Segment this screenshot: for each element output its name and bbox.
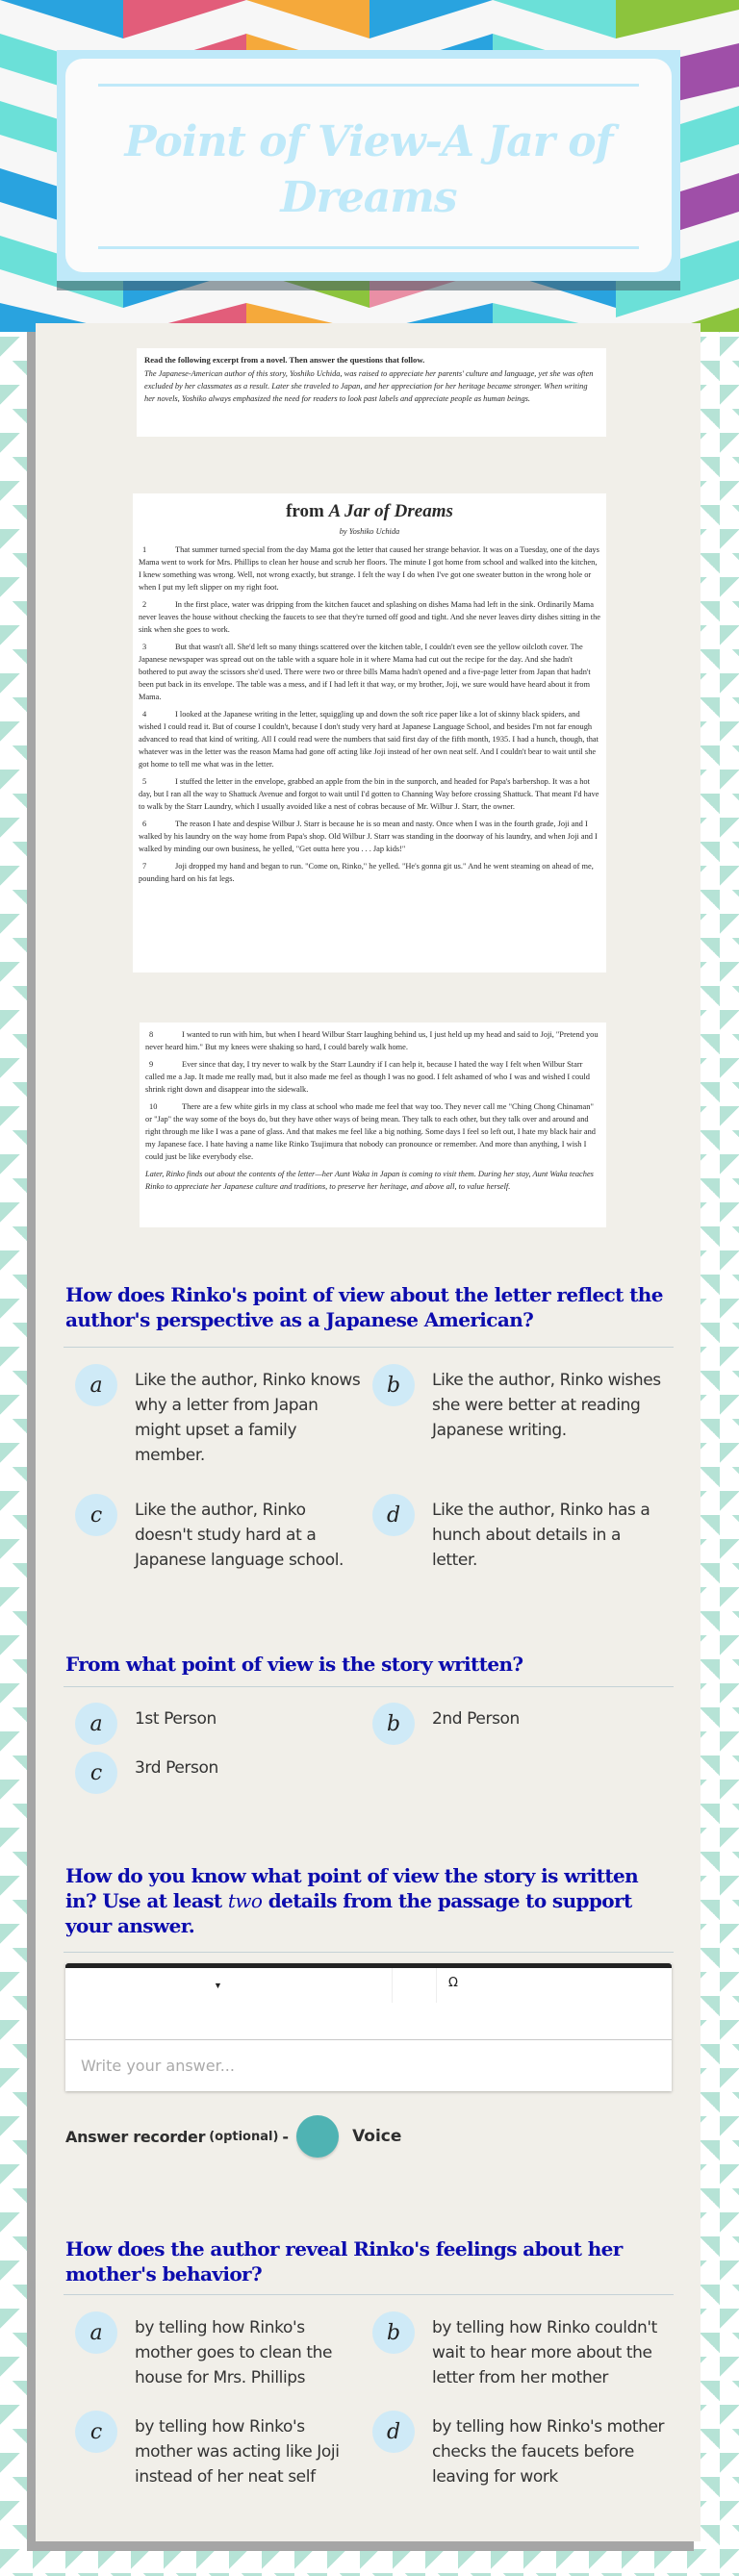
recorder-label: Answer recorder [65,2127,206,2146]
instructions-text: Read the following excerpt from a novel. Then answer the questions that follow. [144,355,425,365]
page-title: Point of View-A Jar of Dreams [124,117,613,222]
story-title [139,499,600,524]
paragraph-text: I looked at the Japanese writing in the letter, squiggling up and down the soft rice paper like a lot of skinny black spiders, and wished I could read it. But of course I couldn't, because I don't study very hard at Japanese Language School, and besides I'm not far enough advanced to read that kind of writing. All I could read were the numbers that said first day of the fifth month, 1935. I had a hunch, though, that whatever was in the letter was the reason Mama had gone off acting like Joji instead of her own neat self. And I couldn't bear to wait until she got home to tell me what was in the letter. [139,710,599,769]
voice-record-button[interactable] [296,2115,339,2158]
question-1-title: How does Rinko's point of view about the letter reflect the author's perspective as a Japanese American? [65,1283,663,1331]
paragraph-text: That summer turned special from the day Mama got the letter that caused her strange behavior. It was on a Tuesday, one of the days Mama went to work for Mrs. Phillips to clean her house and scrub her floors. The minute I got home from school and walked into the kitchen, I knew something was wrong. Well, not wrong exactly, but strange. I felt the way I do when I've got one sweater button in the wrong hole or when I put my left slipper on my right foot. [139,545,599,592]
paragraph-text: Ever since that day, I try never to walk by the Starr Laundry if I can help it, because I hated the way I felt when Wilbur Starr called me a Jap. It made me really mad, but it also made me feel as though I was no good. I felt ashamed of who I was and wished I could shrink right down and disappear into the sidewalk. [145,1060,590,1094]
paragraph [139,775,600,813]
paragraph-number: 3 [142,643,147,651]
question-1-choice-d[interactable] [372,1494,671,1573]
paragraph-number: 9 [149,1060,154,1069]
paragraph-number: 2 [142,600,147,609]
voice-label: Voice [352,2127,402,2146]
choice-text: Like the author, Rinko has a hunch about details in a letter. [432,1501,650,1570]
choice-text: Like the author, Rinko wishes she were better at reading Japanese writing. [432,1371,661,1440]
paragraph-text: In the first place, water was dripping from the kitchen faucet and splashing on dishes Mama had left in the sink. Ordinarily Mama never leaves the house without checking the faucets to see that they're turned off good and tight. And she never leaves dirty dishes sitting in the sink when she goes to work. [139,600,600,634]
choice-letter-d: d [372,2411,415,2453]
question-2-divider [64,1686,674,1687]
special-character-icon[interactable]: Ω [448,1976,458,1990]
question-1-choice-b[interactable] [372,1364,671,1443]
epilogue-text: Later, Rinko finds out about the contents of the letter—her Aunt Waka in Japan is coming to visit them. During her stay, Aunt Waka teaches Rinko to appreciate her Japanese culture and traditions, to preserve her heritage, and above all, to value herself. [145,1170,594,1191]
choice-letter-b: b [372,2311,415,2354]
answer-editor [65,1963,672,2091]
choice-text: by telling how Rinko's mother checks the faucets before leaving for work [432,2417,665,2487]
question-2-title: From what point of view is the story written? [65,1653,523,1676]
question-3-divider [64,1952,674,1953]
story-excerpt-part1 [133,493,606,972]
question-4-choice-c[interactable] [75,2411,373,2489]
choice-text: by telling how Rinko's mother was acting like Joji instead of her neat self [135,2417,340,2487]
paragraph-text: The reason I hate and despise Wilbur J. Starr is because he is so mean and nasty. Once when I was in the fourth grade, Joji and I walked by his laundry on the way home from Papa's shop. Old Wilbur J. Starr was standing in the doorway of his laundry, and when Joji and I walked by minding our own business, he yelled, "Get outta here you . . . Jap kids!" [139,820,598,853]
paragraph [145,1028,600,1053]
question-4-choice-d[interactable] [372,2411,671,2489]
paragraph-number: 4 [142,710,147,719]
choice-letter-c: c [75,1752,117,1794]
choice-letter-c: c [75,1494,117,1536]
recorder-optional-label: (optional) [209,2129,279,2144]
title-card [57,50,680,281]
choice-letter-d: d [372,1494,415,1536]
choice-text: Like the author, Rinko doesn't study hard at a Japanese language school. [135,1501,344,1570]
story-author: by Yoshiko Uchida [339,527,400,536]
answer-input[interactable] [65,2040,672,2091]
author-background-text: The Japanese-American author of this story, Yoshiko Uchida, was raised to appreciate her parents' culture and language, yet she was often excluded by her classmates as a result. Later she traveled to Japan, and her appreciation for her heritage became stronger. When writing her novels, Yoshiko always emphasized the need for readers to look past labels and appreciate people as human beings. [144,369,594,403]
choice-text: Like the author, Rinko knows why a letter from Japan might upset a family member. [135,1371,361,1465]
paragraph-number: 7 [142,862,147,871]
story-excerpt-part2 [140,1023,606,1227]
toolbar-button[interactable] [393,1968,437,2003]
question-1-divider [64,1347,674,1348]
choice-letter-c: c [75,2411,117,2453]
choice-letter-b: b [372,1703,415,1745]
question-2-choice-c[interactable] [75,1752,373,1794]
paragraph [139,818,600,855]
question-1-choice-c[interactable] [75,1494,373,1573]
paragraph [145,1058,600,1096]
paragraph-number: 10 [149,1102,158,1111]
question-4-choice-a[interactable] [75,2311,373,2390]
question-2-choice-b[interactable] [372,1703,671,1745]
title-card-inner [65,59,672,272]
choice-text: 2nd Person [432,1709,520,1729]
question-2-choice-a[interactable] [75,1703,373,1745]
title-top-rule [98,84,639,87]
paragraph-text: I wanted to run with him, but when I heard Wilbur Starr laughing behind us, I just held up my head and said to Joji, "Pretend you never heard him." But my knees were shaking so hard, I could barely walk home. [145,1030,599,1051]
choice-letter-b: b [372,1364,415,1406]
choice-letter-a: a [75,1364,117,1406]
answer-recorder [65,2114,401,2159]
choice-text: by telling how Rinko couldn't wait to hear more about the letter from her mother [432,2318,657,2387]
paragraph [139,598,600,636]
intro-box [137,348,606,437]
choice-letter-a: a [75,2311,117,2354]
paragraph-text: But that wasn't all. She'd left so many things scattered over the kitchen table, I couldn't even see the yellow oilcloth cover. The Japanese newspaper was spread out on the table with a square hole in it where Mama had cut out the recipe for the day. And she hadn't bothered to put away the scissors she'd used. There were two or three bills Mama hadn't opened and a five-page letter from Japan that hadn't been put back in its envelope. The table was a mess, and if I had left it that way, or my brother, Joji, we sure would have heard about it from Mama. [139,643,591,701]
question-3-title-emphasis: two [227,1889,263,1912]
paragraph-number: 6 [142,820,147,828]
title-bottom-rule [98,246,639,249]
story-title-prefix: from [286,501,324,521]
question-4-title: How does the author reveal Rinko's feelings about her mother's behavior? [65,2237,623,2286]
choice-text: 1st Person [135,1709,217,1729]
paragraph-text: I stuffed the letter in the envelope, grabbed an apple from the bin in the sunporch, and headed for Papa's barbershop. It was a hot day, but I ran all the way to Shattuck Avenue and forgot to wait until I'd gotten to Channing Way before crossing Shattuck. That meant I'd have to walk by the Starr Laundry, which I usually avoided like a nest of cobras because of Mr. Wilbur J. Starr, the owner. [139,777,599,811]
question-4-choice-b[interactable] [372,2311,671,2390]
choice-text: 3rd Person [135,1758,218,1778]
choice-letter-a: a [75,1703,117,1745]
question-3-title-part1: How do you know what point of view the story is written in? Use at least [65,1864,639,1912]
paragraph [139,641,600,703]
paragraph [139,708,600,770]
paragraph-number: 8 [149,1030,154,1039]
editor-toolbar [65,1968,672,2035]
question-3-title [65,1863,672,1938]
paragraph-number: 1 [142,545,147,554]
paragraph-text: Joji dropped my hand and began to run. "Come on, Rinko," he yelled. "He's gonna git us." And he went steaming on ahead of me, pounding hard on his fat legs. [139,862,594,883]
story-title-book: A Jar of Dreams [328,501,453,521]
caret-down-icon: ▼ [214,1981,222,1990]
question-3-title-part2: details from the passage to support your answer. [65,1889,632,1937]
paragraph [139,543,600,593]
paragraph-text: There are a few white girls in my class at school who made me feel that way too. They never call me "Ching Chong Chinaman" or "Jap" the way some of the boys do, but they have other ways of being mean. They talk to each other, but they talk over and around and right through me like I was a pane of glass. And that makes me feel like a big nothing. Some days I feel so left out, I hate my black hair and my Japanese face. I hate having a name like Rinko Tsujimura that nobody can pronounce or remember. And more than anything, I wish I could just be like everybody else. [145,1102,596,1161]
recorder-dash: - [282,2127,290,2146]
paragraph-number: 5 [142,777,147,786]
paragraph [145,1100,600,1163]
choice-text: by telling how Rinko's mother goes to clean the house for Mrs. Phillips [135,2318,333,2387]
question-4-divider [64,2294,674,2295]
paragraph [139,860,600,885]
format-dropdown[interactable] [65,1968,393,2003]
question-1-choice-a[interactable] [75,1364,373,1468]
